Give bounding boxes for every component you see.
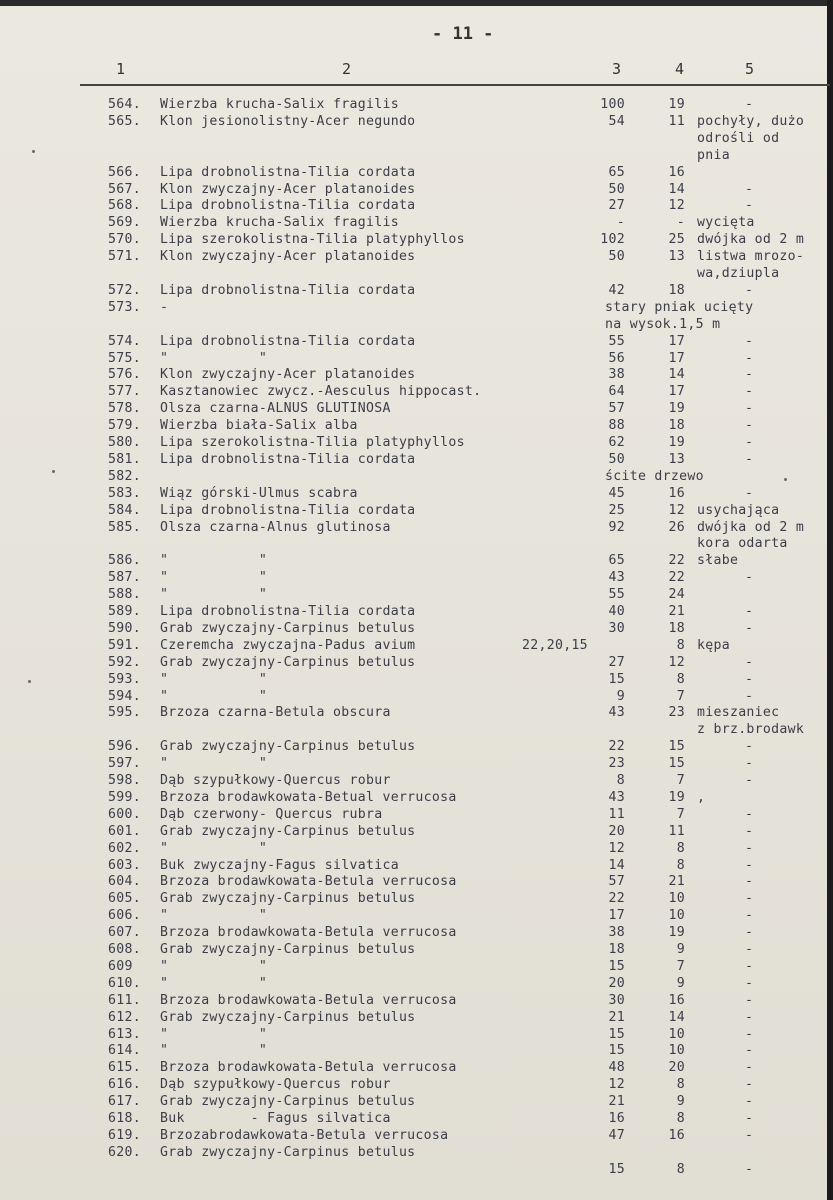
scan-edge-right: [827, 0, 833, 1200]
height-value: 19: [668, 97, 685, 112]
circumference-value: 65: [608, 164, 625, 180]
paper-speck: [52, 470, 55, 473]
species-name: Grab zwyczajny-Carpinus betulus: [160, 1009, 416, 1025]
species-name: " ": [160, 908, 268, 924]
circumference-value: 88: [608, 418, 625, 434]
row-number: 569.: [108, 215, 141, 231]
row-number: 613.: [108, 1026, 141, 1042]
multi-stem-values: 22,20,15: [522, 637, 588, 653]
remarks-value: ,: [697, 789, 706, 805]
remarks-value: -: [745, 688, 754, 704]
row-number: 594.: [108, 688, 141, 704]
species-name: Lipa szerokolistna-Tilia platyphyllos: [160, 435, 465, 450]
species-name: Klon zwyczajny-Acer platanoides: [160, 367, 416, 383]
species-name: " ": [160, 350, 268, 366]
circumference-value: 38: [608, 367, 625, 383]
remarks-value: odrośli od: [697, 130, 780, 146]
remarks-wide: na wysok.1,5 m: [605, 316, 721, 332]
row-number: 598.: [108, 773, 141, 788]
species-name: Kasztanowiec zwycz.-Aesculus hippocast.: [160, 384, 482, 400]
height-value: 25: [668, 232, 685, 248]
row-number: 601.: [108, 823, 141, 839]
height-value: 24: [668, 587, 685, 603]
remarks-value: -: [745, 806, 754, 822]
remarks-value: -: [745, 942, 754, 957]
circumference-value: 43: [608, 570, 625, 586]
circumference-value: 27: [608, 654, 625, 670]
circumference-value: 20: [608, 823, 625, 839]
species-name: " ": [160, 840, 268, 856]
remarks-value: -: [745, 401, 754, 417]
height-value: 18: [668, 418, 685, 434]
row-number: 612.: [108, 1009, 141, 1025]
species-name: Buk zwyczajny-Fagus silvatica: [160, 857, 399, 873]
circumference-value: 47: [608, 1127, 625, 1143]
remarks-value: -: [745, 570, 754, 586]
circumference-value: 12: [608, 840, 625, 856]
species-name: Grab zwyczajny-Carpinus betulus: [160, 654, 416, 670]
species-name: Olsza czarna-ALNUS GLUTINOSA: [160, 401, 391, 417]
species-name: " ": [160, 975, 268, 991]
circumference-value: 22: [608, 891, 625, 907]
height-value: 8: [676, 1161, 685, 1177]
remarks-value: wycięta: [697, 215, 755, 231]
circumference-value: 11: [608, 806, 625, 822]
remarks-value: pnia: [697, 147, 730, 163]
species-name: Brzoza brodawkowata-Betula verrucosa: [160, 925, 457, 941]
height-value: 8: [676, 1111, 685, 1126]
height-value: 12: [668, 654, 685, 670]
height-value: 16: [668, 1127, 685, 1143]
circumference-value: 62: [608, 435, 625, 450]
height-value: 23: [668, 705, 685, 721]
height-value: 17: [668, 333, 685, 349]
height-value: 8: [676, 637, 685, 653]
circumference-value: 64: [608, 384, 625, 400]
remarks-value: kora odarta: [697, 536, 788, 552]
paper-speck: [32, 150, 35, 153]
remarks-value: -: [745, 1161, 754, 1177]
height-value: 14: [668, 1009, 685, 1025]
row-number: 619.: [108, 1127, 141, 1143]
remarks-value: -: [745, 282, 754, 298]
circumference-value: 15: [608, 1161, 625, 1177]
row-number: 595.: [108, 705, 141, 721]
circumference-value: 12: [608, 1077, 625, 1093]
height-value: 15: [668, 739, 685, 755]
species-name: Lipa drobnolistna-Tilia cordata: [160, 164, 416, 180]
row-number: 582.: [108, 468, 141, 484]
species-name: Lipa drobnolistna-Tilia cordata: [160, 604, 416, 619]
circumference-value: 57: [608, 401, 625, 417]
row-number: 590.: [108, 620, 141, 636]
row-number: 581.: [108, 451, 141, 467]
height-value: 10: [668, 1026, 685, 1042]
circumference-value: 8: [616, 773, 625, 788]
row-number: 585.: [108, 519, 141, 535]
circumference-value: 21: [608, 1094, 625, 1110]
row-number: 615.: [108, 1060, 141, 1076]
remarks-value: -: [745, 435, 754, 450]
species-name: Wierzba krucha-Salix fragilis: [160, 97, 399, 112]
height-value: 8: [676, 840, 685, 856]
circumference-value: 17: [608, 908, 625, 924]
circumference-value: 15: [608, 958, 625, 974]
circumference-value: 57: [608, 874, 625, 890]
species-name: Brzoza brodawkowata-Betual verrucosa: [160, 789, 457, 805]
row-number: 588.: [108, 587, 141, 603]
remarks-value: -: [745, 1043, 754, 1059]
species-name: " ": [160, 570, 268, 586]
circumference-value: -: [616, 215, 625, 231]
row-number: 607.: [108, 925, 141, 941]
circumference-value: 21: [608, 1009, 625, 1025]
remarks-value: -: [745, 908, 754, 924]
height-value: 7: [676, 958, 685, 974]
circumference-value: 15: [608, 1043, 625, 1059]
species-name: " ": [160, 587, 268, 603]
column-header-5: 5: [745, 60, 755, 78]
species-name: Klon zwyczajny-Acer platanoides: [160, 181, 416, 197]
remarks-value: wa,dziupla: [697, 266, 780, 281]
page-number: - 11 -: [432, 24, 494, 44]
species-name: Grab zwyczajny-Carpinus betulus: [160, 823, 416, 839]
species-name: Lipa drobnolistna-Tilia cordata: [160, 502, 416, 518]
remarks-value: -: [745, 671, 754, 687]
species-name: Dąb czerwony- Quercus rubra: [160, 806, 383, 822]
row-number: 568.: [108, 198, 141, 214]
remarks-value: -: [745, 874, 754, 890]
row-number: 608.: [108, 942, 141, 957]
species-name: " ": [160, 1043, 268, 1059]
remarks-value: -: [745, 857, 754, 873]
height-value: 21: [668, 604, 685, 619]
remarks-value: -: [745, 925, 754, 941]
species-name: Grab zwyczajny-Carpinus betulus: [160, 942, 416, 957]
remarks-value: -: [745, 840, 754, 856]
height-value: -: [676, 215, 685, 231]
row-number: 565.: [108, 113, 141, 129]
circumference-value: 38: [608, 925, 625, 941]
remarks-value: z brz.brodawk: [697, 722, 805, 738]
paper-speck: [784, 478, 787, 481]
height-value: 16: [668, 992, 685, 1008]
circumference-value: 25: [608, 502, 625, 518]
row-number: 572.: [108, 282, 141, 298]
row-number: 591.: [108, 637, 141, 653]
remarks-value: -: [745, 367, 754, 383]
height-value: 11: [668, 823, 685, 839]
height-value: 10: [668, 891, 685, 907]
row-number: 570.: [108, 232, 141, 248]
row-number: 599.: [108, 789, 141, 805]
row-number: 573.: [108, 299, 141, 315]
row-number: 583.: [108, 485, 141, 501]
species-name: " ": [160, 958, 268, 974]
row-number: 579.: [108, 418, 141, 434]
remarks-value: -: [745, 773, 754, 788]
circumference-value: 50: [608, 451, 625, 467]
height-value: 10: [668, 1043, 685, 1059]
remarks-value: pochyły, dużo: [697, 113, 805, 129]
species-name: Dąb szypułkowy-Quercus robur: [160, 1077, 391, 1093]
remarks-value: -: [745, 654, 754, 670]
species-name: " ": [160, 553, 268, 569]
height-value: 15: [668, 756, 685, 772]
circumference-value: 16: [608, 1111, 625, 1126]
species-name: Wierzba krucha-Salix fragilis: [160, 215, 399, 231]
height-value: 9: [676, 975, 685, 991]
height-value: 19: [668, 401, 685, 417]
species-name: Brzoza czarna-Betula obscura: [160, 705, 391, 721]
species-name: Lipa drobnolistna-Tilia cordata: [160, 451, 416, 467]
height-value: 17: [668, 350, 685, 366]
remarks-value: kępa: [697, 637, 730, 653]
remarks-value: -: [745, 891, 754, 907]
row-number: 610.: [108, 975, 141, 991]
circumference-value: 55: [608, 333, 625, 349]
row-number: 592.: [108, 654, 141, 670]
remarks-value: -: [745, 1060, 754, 1076]
height-value: 21: [668, 874, 685, 890]
remarks-value: -: [745, 485, 754, 501]
height-value: 26: [668, 519, 685, 535]
circumference-value: 100: [600, 97, 625, 112]
remarks-value: -: [745, 1111, 754, 1126]
circumference-value: 45: [608, 485, 625, 501]
height-value: 13: [668, 451, 685, 467]
remarks-value: -: [745, 620, 754, 636]
species-name: Brzoza brodawkowata-Betula verrucosa: [160, 1060, 457, 1076]
circumference-value: 20: [608, 975, 625, 991]
remarks-value: -: [745, 384, 754, 400]
species-name: -: [160, 299, 169, 315]
remarks-value: -: [745, 181, 754, 197]
species-name: Lipa drobnolistna-Tilia cordata: [160, 333, 416, 349]
remarks-value: -: [745, 1077, 754, 1093]
row-number: 571.: [108, 249, 141, 265]
height-value: 19: [668, 789, 685, 805]
circumference-value: 55: [608, 587, 625, 603]
row-number: 620.: [108, 1144, 141, 1160]
row-number: 617.: [108, 1094, 141, 1110]
circumference-value: 9: [616, 688, 625, 704]
species-name: Lipa drobnolistna-Tilia cordata: [160, 282, 416, 298]
circumference-value: 18: [608, 942, 625, 957]
row-number: 580.: [108, 435, 141, 450]
circumference-value: 42: [608, 282, 625, 298]
height-value: 8: [676, 671, 685, 687]
row-number: 578.: [108, 401, 141, 417]
row-number: 584.: [108, 502, 141, 518]
remarks-value: mieszaniec: [697, 705, 780, 721]
row-number: 616.: [108, 1077, 141, 1093]
row-number: 600.: [108, 806, 141, 822]
circumference-value: 30: [608, 620, 625, 636]
row-number: 586.: [108, 553, 141, 569]
row-number: 611.: [108, 992, 141, 1008]
remarks-value: -: [745, 1026, 754, 1042]
species-name: Lipa drobnolistna-Tilia cordata: [160, 198, 416, 214]
height-value: 12: [668, 502, 685, 518]
circumference-value: 50: [608, 249, 625, 265]
height-value: 16: [668, 485, 685, 501]
row-number: 575.: [108, 350, 141, 366]
column-header-3: 3: [612, 60, 622, 78]
remarks-value: -: [745, 1127, 754, 1143]
circumference-value: 15: [608, 671, 625, 687]
height-value: 13: [668, 249, 685, 265]
height-value: 12: [668, 198, 685, 214]
species-name: Grab zwyczajny-Carpinus betulus: [160, 739, 416, 755]
remarks-value: -: [745, 975, 754, 991]
height-value: 9: [676, 942, 685, 957]
species-name: " ": [160, 671, 268, 687]
row-number: 596.: [108, 739, 141, 755]
circumference-value: 92: [608, 519, 625, 535]
species-name: Czeremcha zwyczajna-Padus avium: [160, 637, 416, 653]
height-value: 17: [668, 384, 685, 400]
remarks-value: -: [745, 958, 754, 974]
row-number: 602.: [108, 840, 141, 856]
row-number: 606.: [108, 908, 141, 924]
remarks-value: dwójka od 2 m: [697, 519, 805, 535]
species-name: Brzoza brodawkowata-Betula verrucosa: [160, 874, 457, 890]
species-name: Klon zwyczajny-Acer platanoides: [160, 249, 416, 265]
remarks-value: -: [745, 756, 754, 772]
remarks-value: -: [745, 1094, 754, 1110]
remarks-value: usychająca: [697, 502, 780, 518]
scan-edge-top: [0, 0, 833, 6]
species-name: Brzoza brodawkowata-Betula verrucosa: [160, 992, 457, 1008]
height-value: 14: [668, 181, 685, 197]
species-name: Wierzba biała-Salix alba: [160, 418, 358, 434]
circumference-value: 50: [608, 181, 625, 197]
height-value: 7: [676, 688, 685, 704]
height-value: 18: [668, 282, 685, 298]
height-value: 9: [676, 1094, 685, 1110]
circumference-value: 102: [600, 232, 625, 248]
remarks-value: dwójka od 2 m: [697, 232, 805, 248]
species-name: Klon jesionolistny-Acer negundo: [160, 113, 416, 129]
remarks-value: -: [745, 451, 754, 467]
column-header-4: 4: [675, 60, 685, 78]
column-header-2: 2: [342, 60, 352, 78]
row-number: 603.: [108, 857, 141, 873]
remarks-value: -: [745, 604, 754, 619]
species-name: Brzozabrodawkowata-Betula verrucosa: [160, 1127, 449, 1143]
height-value: 22: [668, 553, 685, 569]
species-name: Buk - Fagus silvatica: [160, 1111, 391, 1126]
species-name: " ": [160, 1026, 268, 1042]
species-name: Grab zwyczajny-Carpinus betulus: [160, 620, 416, 636]
row-number: 597.: [108, 756, 141, 772]
species-name: Dąb szypułkowy-Quercus robur: [160, 773, 391, 788]
circumference-value: 30: [608, 992, 625, 1008]
remarks-value: -: [745, 198, 754, 214]
circumference-value: 43: [608, 789, 625, 805]
remarks-value: -: [745, 1009, 754, 1025]
species-name: Grab zwyczajny-Carpinus betulus: [160, 1094, 416, 1110]
height-value: 11: [668, 113, 685, 129]
remarks-value: -: [745, 739, 754, 755]
row-number: 567.: [108, 181, 141, 197]
species-name: Lipa szerokolistna-Tilia platyphyllos: [160, 232, 465, 248]
height-value: 18: [668, 620, 685, 636]
species-name: Grab zwyczajny-Carpinus betulus: [160, 891, 416, 907]
height-value: 14: [668, 367, 685, 383]
height-value: 19: [668, 435, 685, 450]
row-number: 609: [108, 958, 133, 974]
remarks-value: listwa mrozo-: [697, 249, 805, 265]
circumference-value: 65: [608, 553, 625, 569]
species-name: Olsza czarna-Alnus glutinosa: [160, 519, 391, 535]
remarks-wide: stary pniak ucięty: [605, 299, 754, 315]
circumference-value: 23: [608, 756, 625, 772]
paper-speck: [28, 680, 31, 683]
row-number: 564.: [108, 97, 141, 112]
circumference-value: 56: [608, 350, 625, 366]
circumference-value: 27: [608, 198, 625, 214]
height-value: 16: [668, 164, 685, 180]
height-value: 7: [676, 773, 685, 788]
row-number: 614.: [108, 1043, 141, 1059]
circumference-value: 40: [608, 604, 625, 619]
circumference-value: 22: [608, 739, 625, 755]
height-value: 20: [668, 1060, 685, 1076]
height-value: 19: [668, 925, 685, 941]
remarks-value: -: [745, 823, 754, 839]
circumference-value: 14: [608, 857, 625, 873]
row-number: 589.: [108, 604, 141, 619]
remarks-value: -: [745, 418, 754, 434]
row-number: 593.: [108, 671, 141, 687]
row-number: 574.: [108, 333, 141, 349]
height-value: 10: [668, 908, 685, 924]
row-number: 576.: [108, 367, 141, 383]
species-name: " ": [160, 688, 268, 704]
row-number: 566.: [108, 164, 141, 180]
species-name: Wiąz górski-Ulmus scabra: [160, 485, 358, 501]
row-number: 577.: [108, 384, 141, 400]
species-name: Grab zwyczajny-Carpinus betulus: [160, 1144, 416, 1160]
row-number: 618.: [108, 1111, 141, 1126]
remarks-value: -: [745, 350, 754, 366]
circumference-value: 54: [608, 113, 625, 129]
circumference-value: 15: [608, 1026, 625, 1042]
height-value: 8: [676, 1077, 685, 1093]
height-value: 8: [676, 857, 685, 873]
row-number: 605.: [108, 891, 141, 907]
remarks-wide: ścite drzewo: [605, 468, 704, 484]
height-value: 22: [668, 570, 685, 586]
circumference-value: 43: [608, 705, 625, 721]
species-name: " ": [160, 756, 268, 772]
row-number: 587.: [108, 570, 141, 586]
height-value: 7: [676, 806, 685, 822]
row-number: 604.: [108, 874, 141, 890]
remarks-value: -: [745, 97, 754, 112]
column-header-1: 1: [116, 60, 126, 78]
circumference-value: 48: [608, 1060, 625, 1076]
remarks-value: słabe: [697, 553, 739, 569]
remarks-value: -: [745, 333, 754, 349]
header-rule: [80, 84, 830, 86]
remarks-value: -: [745, 992, 754, 1008]
